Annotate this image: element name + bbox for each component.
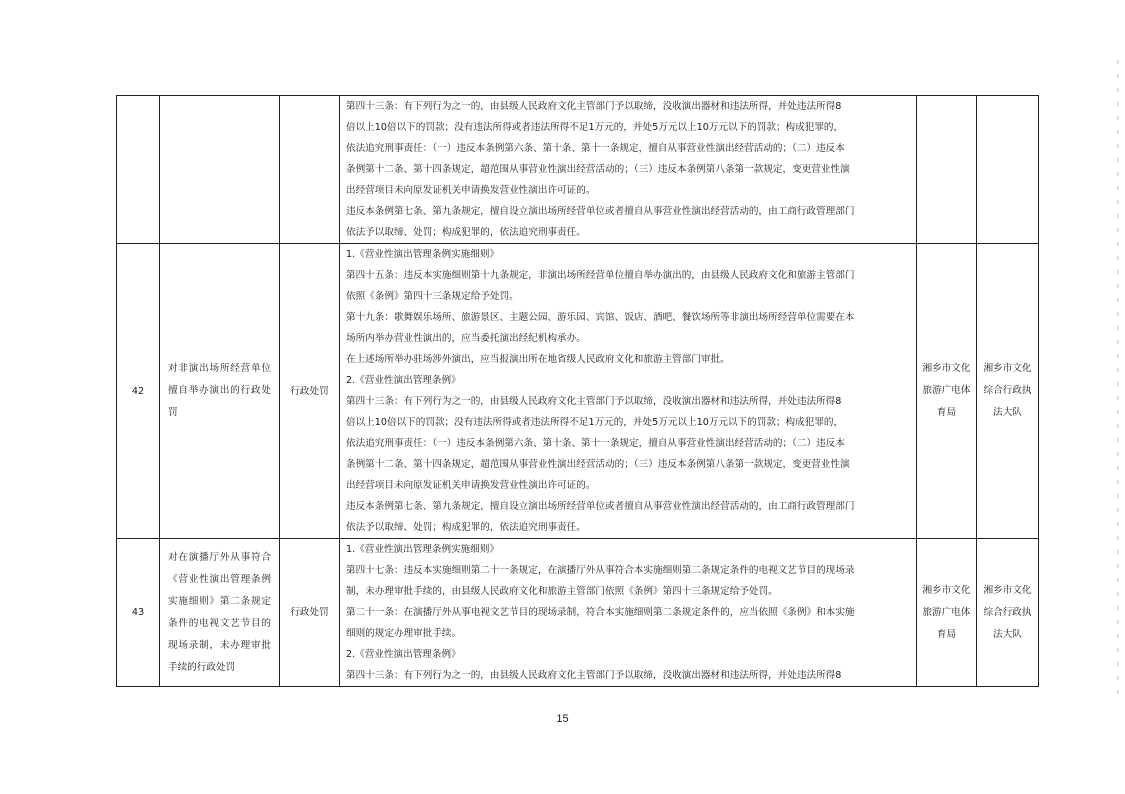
enforcement-unit xyxy=(977,96,1039,244)
item-name: 对非演出场所经营单位擅自举办演出的行政处罚 xyxy=(160,244,280,539)
legal-basis xyxy=(340,96,917,244)
basis-line: 第四十五条：违反本实施细则第十九条规定，非演出场所经营单位擅自举办演出的，由县级人民政府文化和旅游主管部门 xyxy=(346,270,855,281)
row-number: 42 xyxy=(117,244,160,539)
table-body xyxy=(117,96,1039,687)
basis-line: 条例第十二条、第十四条规定，超范围从事营业性演出经营活动的；（三）违反本条例第八条第一款规定，变更营业性演 xyxy=(346,164,850,175)
enforcement-unit: 湘乡市文化综合行政执法大队 xyxy=(977,539,1039,687)
responsible-department xyxy=(917,96,977,244)
basis-line: 条例第十二条、第十四条规定，超范围从事营业性演出经营活动的；（三）违反本条例第八条第一款规定，变更营业性演 xyxy=(346,459,850,470)
basis-line: 依照《条例》第四十三条规定给予处罚。 xyxy=(346,291,519,302)
basis-line: 违反本条例第七条、第九条规定，擅自设立演出场所经营单位或者擅自从事营业性演出经营活动的，由工商行政管理部门 xyxy=(346,206,855,217)
basis-line: 场所内举办营业性演出的，应当委托演出经纪机构承办。 xyxy=(346,333,586,344)
basis-line: 细则的规定办理审批手续。 xyxy=(346,628,462,639)
table-row xyxy=(117,96,1039,244)
basis-line: 制，未办理审批手续的，由县级人民政府文化和旅游主管部门依照《条例》第四十三条规定给予处罚。 xyxy=(346,586,778,597)
basis-line: 倍以上10倍以下的罚款；没有违法所得或者违法所得不足1万元的，并处5万元以上10万元以下的罚款；构成犯罪的， xyxy=(346,122,844,133)
legal-basis xyxy=(340,539,917,687)
responsible-department: 湘乡市文化旅游广电体育局 xyxy=(917,244,977,539)
basis-line: 1.《营业性演出管理条例实施细则》 xyxy=(346,249,500,260)
basis-line: 依法予以取缔、处罚；构成犯罪的，依法追究刑事责任。 xyxy=(346,522,586,533)
basis-line: 第十九条：歌舞娱乐场所、旅游景区、主题公园、游乐园、宾馆、饭店、酒吧、餐饮场所等非演出场所经营单位需要在本 xyxy=(346,312,855,323)
page-number: 15 xyxy=(556,713,569,725)
row-number xyxy=(117,96,160,244)
basis-line: 第四十三条：有下列行为之一的，由县级人民政府文化主管部门予以取缔，没收演出器材和违法所得，并处违法所得8 xyxy=(346,396,842,407)
basis-line: 依法追究刑事责任：（一）违反本条例第六条、第十条、第十一条规定，擅自从事营业性演出经营活动的；（二）违反本 xyxy=(346,438,845,449)
table-row xyxy=(117,244,1039,539)
basis-line: 出经营项目未向原发证机关申请换发营业性演出许可证的。 xyxy=(346,480,596,491)
item-type: 行政处罚 xyxy=(280,244,340,539)
table-row xyxy=(117,539,1039,687)
basis-line: 第四十七条：违反本实施细则第二十一条规定，在演播厅外从事符合本实施细则第二条规定条件的电视文艺节目的现场录 xyxy=(346,565,855,576)
item-type: 行政处罚 xyxy=(280,539,340,687)
penalty-table xyxy=(116,95,1039,687)
basis-line: 1.《营业性演出管理条例实施细则》 xyxy=(346,544,500,555)
basis-line: 2.《营业性演出管理条例》 xyxy=(346,649,461,660)
basis-line: 2.《营业性演出管理条例》 xyxy=(346,375,461,386)
item-type xyxy=(280,96,340,244)
item-name: 对在演播厅外从事符合《营业性演出管理条例实施细则》第二条规定条件的电视文艺节目的现场录制，未办理审批手续的行政处罚 xyxy=(160,539,280,687)
basis-line: 第四十三条：有下列行为之一的，由县级人民政府文化主管部门予以取缔，没收演出器材和违法所得，并处违法所得8 xyxy=(346,101,842,112)
scan-edge-mark xyxy=(1117,60,1119,700)
responsible-department: 湘乡市文化旅游广电体育局 xyxy=(917,539,977,687)
basis-line: 违反本条例第七条、第九条规定，擅自设立演出场所经营单位或者擅自从事营业性演出经营活动的，由工商行政管理部门 xyxy=(346,501,855,512)
basis-line: 依法追究刑事责任：（一）违反本条例第六条、第十条、第十一条规定，擅自从事营业性演出经营活动的；（二）违反本 xyxy=(346,143,845,154)
basis-line: 在上述场所举办驻场涉外演出，应当报演出所在地省级人民政府文化和旅游主管部门审批。 xyxy=(346,354,730,365)
legal-basis xyxy=(340,244,917,539)
basis-line: 出经营项目未向原发证机关申请换发营业性演出许可证的。 xyxy=(346,185,596,196)
basis-line: 依法予以取缔、处罚；构成犯罪的，依法追究刑事责任。 xyxy=(346,227,586,238)
item-name xyxy=(160,96,280,244)
basis-line: 倍以上10倍以下的罚款；没有违法所得或者违法所得不足1万元的，并处5万元以上10万元以下的罚款；构成犯罪的， xyxy=(346,417,844,428)
row-number: 43 xyxy=(117,539,160,687)
basis-line: 第二十一条：在演播厅外从事电视文艺节目的现场录制，符合本实施细则第二条规定条件的，应当依照《条例》和本实施 xyxy=(346,607,855,618)
basis-line: 第四十三条：有下列行为之一的，由县级人民政府文化主管部门予以取缔，没收演出器材和违法所得，并处违法所得8 xyxy=(346,670,842,681)
enforcement-unit: 湘乡市文化综合行政执法大队 xyxy=(977,244,1039,539)
